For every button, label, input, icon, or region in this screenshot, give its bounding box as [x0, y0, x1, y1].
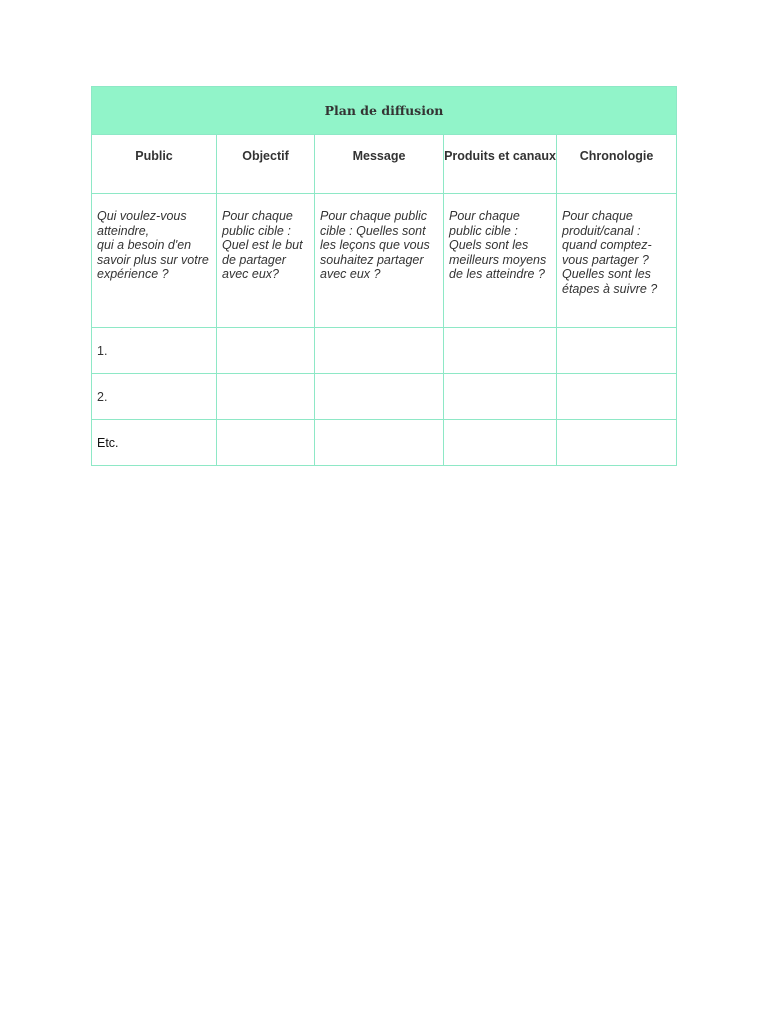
description-text: Pour chaque produit/canal : quand comptez-vous partager ? Quelles sont les étapes à suivre ?: [562, 209, 658, 296]
table-cell: [557, 420, 677, 466]
description-cell-objectif: [217, 194, 315, 328]
row-label: Etc.: [92, 420, 217, 466]
column-header-produits-canaux: Produits et canaux: [444, 135, 557, 194]
column-header-message: Message: [315, 135, 444, 194]
description-cell-produits-canaux: [444, 194, 557, 328]
table-row: [92, 328, 677, 374]
description-cell-public: [92, 194, 217, 328]
column-header-row: [92, 135, 677, 194]
description-text: Qui voulez-vous atteindre, qui a besoin d'en savoir plus sur votre expérience ?: [97, 209, 209, 282]
table-cell: [315, 374, 444, 420]
table-cell: [444, 374, 557, 420]
description-text: Pour chaque public cible : Quel est le but de partager avec eux?: [222, 209, 303, 282]
description-text: Pour chaque public cible : Quels sont les meilleurs moyens de les atteindre ?: [449, 209, 547, 282]
table-cell: [444, 420, 557, 466]
table-cell: [217, 420, 315, 466]
row-label: 2.: [92, 374, 217, 420]
description-cell-message: [315, 194, 444, 328]
table-cell: [217, 374, 315, 420]
table-cell: [315, 328, 444, 374]
dissemination-plan-table: [91, 86, 677, 466]
table-cell: [557, 328, 677, 374]
column-header-public: Public: [92, 135, 217, 194]
table-row: [92, 374, 677, 420]
table-row: [92, 420, 677, 466]
table-title-row: [92, 87, 677, 135]
column-header-objectif: Objectif: [217, 135, 315, 194]
table-title: Plan de diffusion: [92, 87, 677, 135]
description-row: [92, 194, 677, 328]
column-header-chronologie: Chronologie: [557, 135, 677, 194]
description-text: Pour chaque public cible : Quelles sont les leçons que vous souhaitez partager avec eux ?: [320, 209, 430, 282]
description-cell-chronologie: [557, 194, 677, 328]
table-cell: [557, 374, 677, 420]
table-cell: [444, 328, 557, 374]
table-cell: [217, 328, 315, 374]
table-cell: [315, 420, 444, 466]
row-label: 1.: [92, 328, 217, 374]
